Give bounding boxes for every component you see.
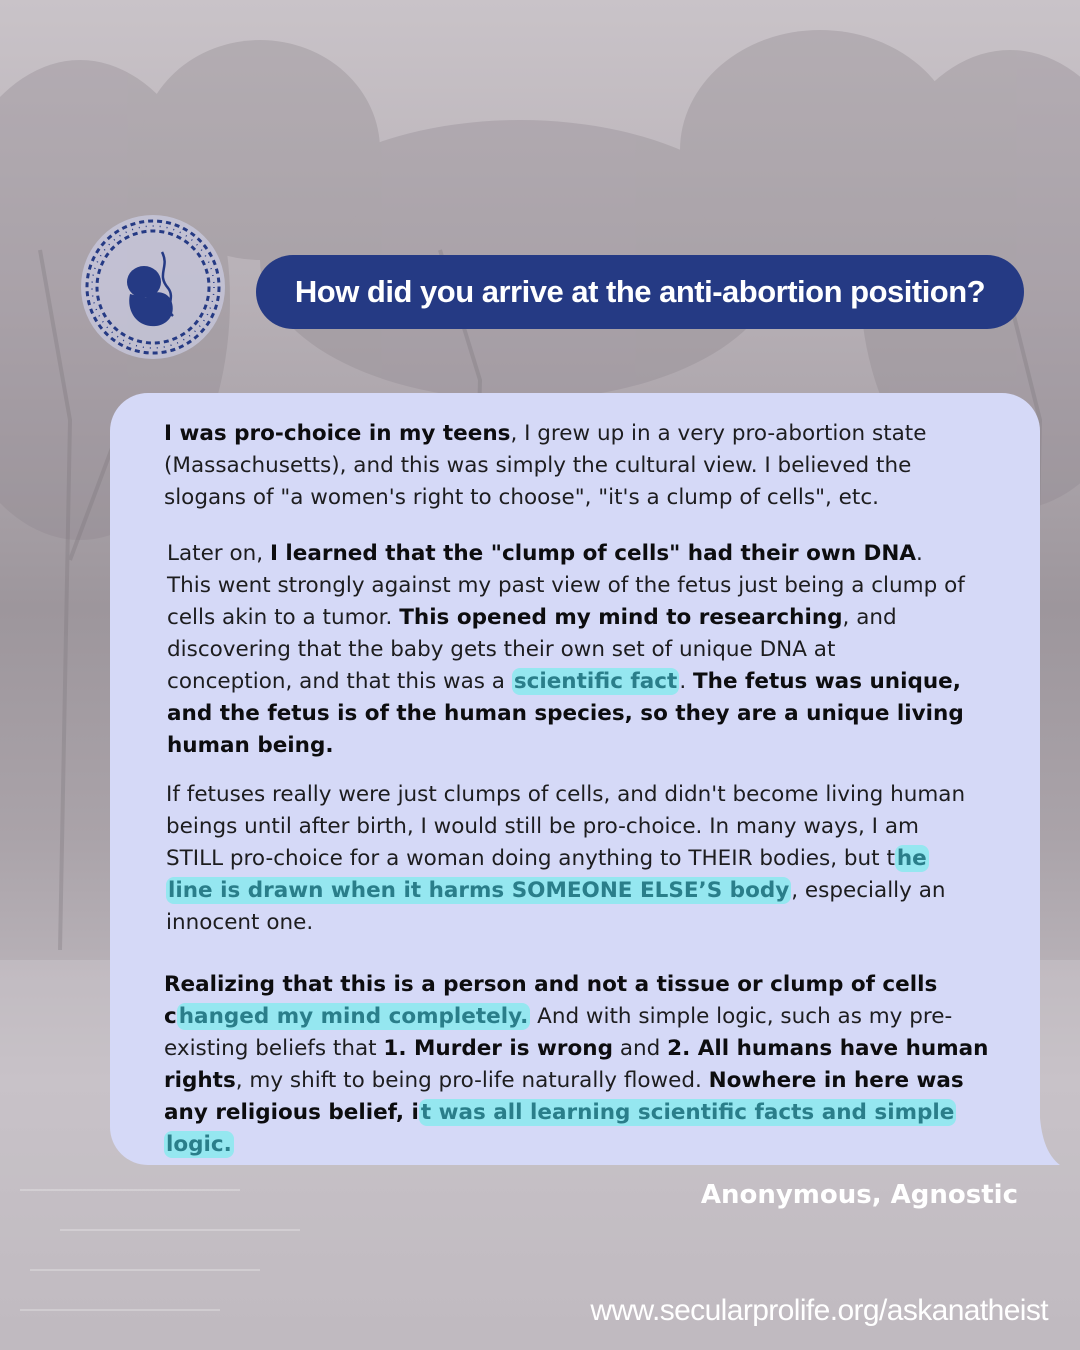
p2-highlight: scientific fact — [513, 669, 678, 694]
p2-bold-3: The fetus was unique, and the fetus is of the human species, so they are a unique living human being. — [167, 669, 964, 758]
p4-bold-4: Nowhere in here was any religious belief, i — [164, 1068, 964, 1125]
fetus-dna-ring-icon — [78, 212, 228, 362]
p2-text-3: , and discovering that the baby gets their own set of unique DNA at conception, and that this was a — [167, 605, 897, 694]
p4-highlight-1: hanged my mind completely. — [178, 1004, 529, 1029]
question-banner — [256, 255, 1024, 329]
p2-text-4: . — [679, 669, 693, 694]
paragraph-3 — [166, 779, 966, 939]
p3-text-1: If fetuses really were just clumps of cells, and didn't become living human beings until after birth, I would still be pro-choice. In many ways, I am STILL pro-choice for a woman doing anything to THEIR bodies, but t — [166, 782, 966, 871]
p3-highlight: he line is drawn when it harms SOMEONE ELSE’S body — [168, 846, 927, 903]
p4-text-3: , my shift to being pro-life naturally flowed. — [235, 1068, 709, 1093]
question-title: How did you arrive at the anti-abortion position? — [294, 274, 986, 309]
p4-text-2: and — [612, 1036, 668, 1061]
p4-bold-3: 2. All humans have human rights — [164, 1036, 989, 1093]
paragraph-2 — [167, 538, 967, 762]
p1-bold-lead: I was pro-choice in my teens — [164, 421, 511, 446]
author-signature: Anonymous, Agnostic — [700, 1180, 1018, 1210]
p1-text: , I grew up in a very pro-abortion state (Massachusetts), and this was simply the cultural view. I believed the slogans of "a women's right to choose", "it's a clump of cells", etc. — [164, 421, 927, 510]
p2-text-2: . This went strongly against my past view of the fetus just being a clump of cells akin to a tumor. — [167, 541, 965, 630]
p3-text-2: , especially an innocent one. — [166, 878, 946, 935]
p4-bold-1: Realizing that this is a person and not a tissue or clump of cells c — [164, 972, 938, 1029]
p4-text-1: And with simple logic, such as my pre-existing beliefs that — [164, 1004, 953, 1061]
paragraph-4 — [164, 969, 999, 1161]
p2-bold-1: I learned that the "clump of cells" had their own DNA — [269, 541, 917, 566]
p2-bold-2: This opened my mind to researching — [399, 605, 843, 630]
p4-highlight-2: t was all learning scientific facts and simple logic. — [166, 1100, 955, 1157]
p2-text-1: Later on, — [167, 541, 270, 566]
paragraph-1 — [164, 418, 994, 514]
chat-bubble-tail — [1036, 1118, 1060, 1165]
website-url[interactable]: www.secularprolife.org/askanatheist — [590, 1294, 1048, 1327]
p4-bold-2: 1. Murder is wrong — [383, 1036, 613, 1061]
